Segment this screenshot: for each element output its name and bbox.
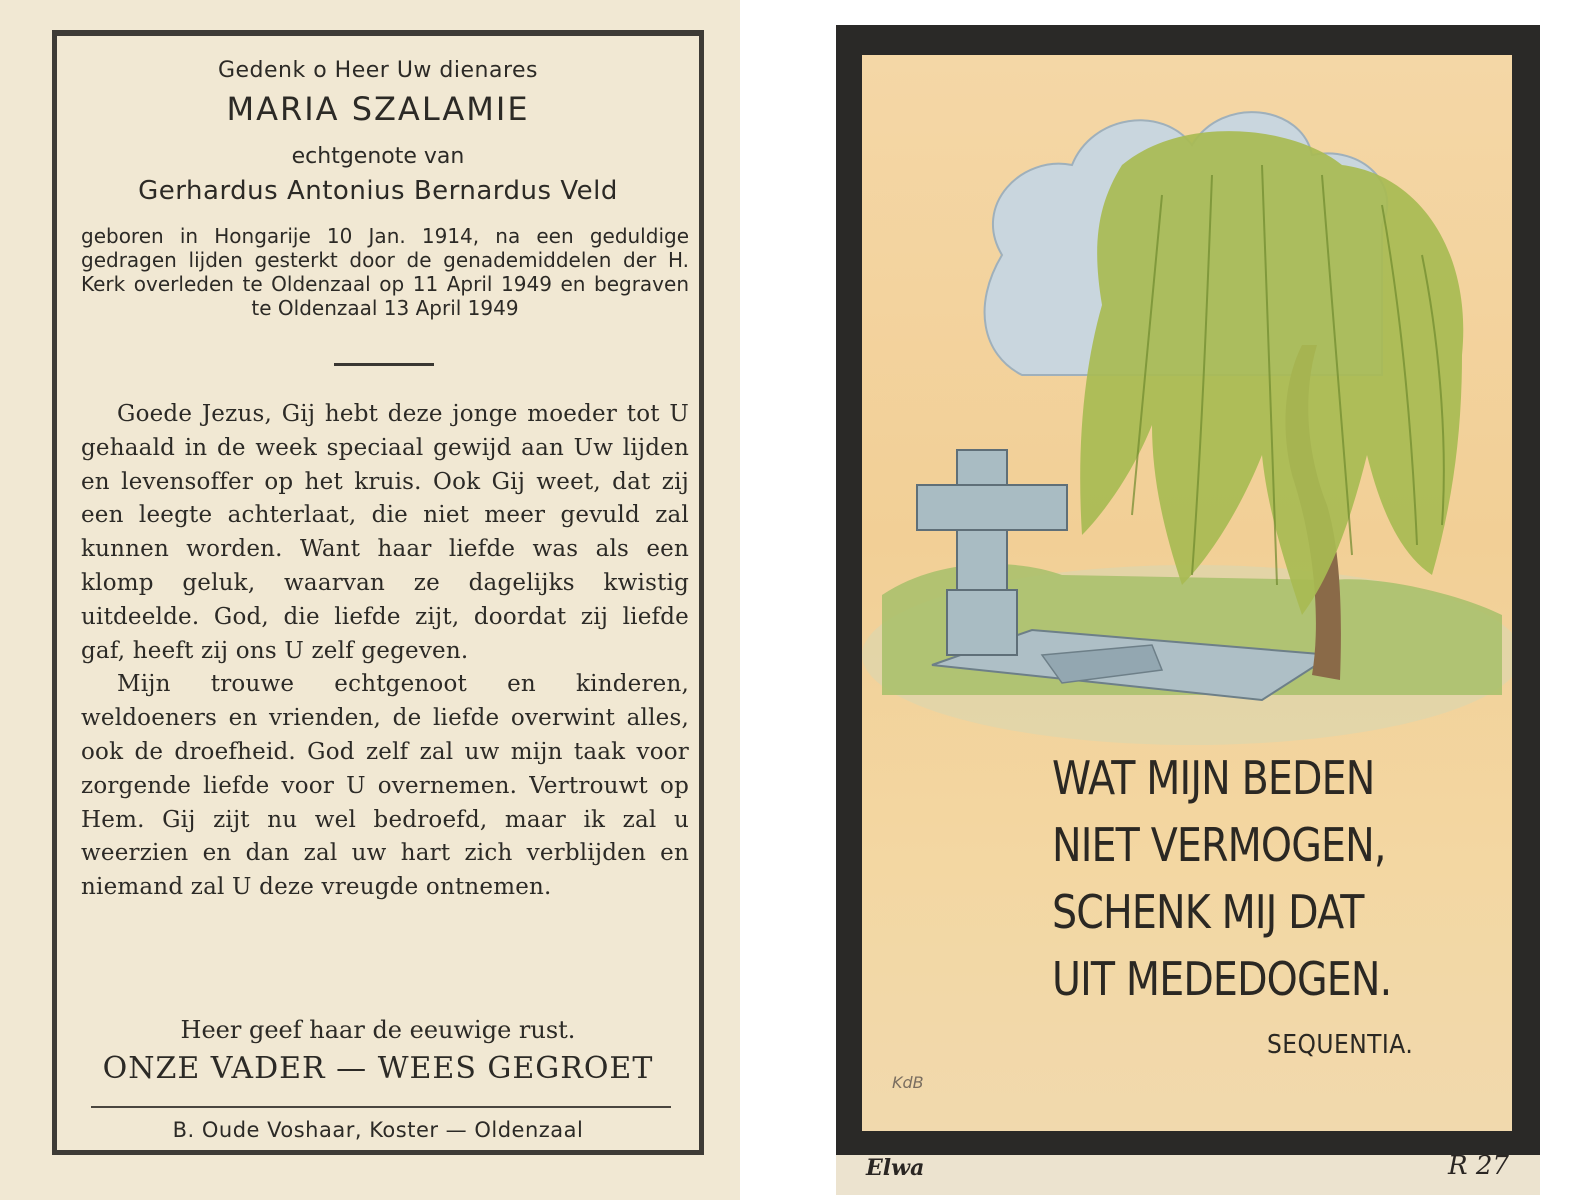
verse-line: SCHENK MIJ DAT	[1052, 885, 1364, 939]
verse-line: WAT MIJN BEDEN	[1052, 751, 1375, 805]
verse-line: UIT MEDEDOGEN.	[1052, 952, 1392, 1006]
verse-line: NIET VERMOGEN,	[1052, 818, 1386, 872]
printer-credit: B. Oude Voshaar, Koster — Oldenzaal	[172, 1118, 584, 1142]
artist-monogram: KdB	[892, 1073, 924, 1092]
intro-line: Gedenk o Heer Uw dienares	[217, 58, 539, 83]
divider	[91, 1106, 671, 1108]
mourning-frame	[52, 30, 704, 1155]
deceased-name: MARIA SZALAMIE	[226, 90, 530, 128]
closing-prayers: ONZE VADER — WEES GEGROET	[102, 1051, 654, 1086]
prayer-paragraph-1: Goede Jezus, Gij hebt deze jonge moeder tot U gehaald in de week speciaal gewijd aan Uw lijden en levensoffer op het kruis. Ook Gij weet, dat zij een leegte achterlaat, die niet meer gevuld zal kunnen worden. Want haar liefde was als een klomp geluk, waarvan ze dagelijks kwistig uitdeelde. God, die liefde zijt, doordat zij liefde gaf, heeft zij ons U zelf gegeven.	[81, 401, 689, 664]
publisher-mark: Elwa	[866, 1155, 925, 1181]
mourning-border	[836, 25, 1540, 1155]
biography: geboren in Hongarije 10 Jan. 1914, na een geduldige gedragen lijden gesterkt door de genademiddelen der H. Kerk overleden te Oldenzaal op 11 April 1949 en begraven te Oldenzaal 13 April 1949	[81, 224, 689, 320]
memorial-card-text-side	[0, 0, 740, 1200]
verse	[1052, 745, 1413, 1013]
spouse-label: echtgenote van	[291, 144, 465, 169]
illustration	[862, 55, 1512, 1131]
series-number: R 27	[1448, 1151, 1509, 1181]
spouse-name: Gerhardus Antonius Bernardus Veld	[138, 176, 618, 206]
memorial-card-image-side	[836, 25, 1540, 1195]
verse-source: SEQUENTIA.	[1267, 1030, 1414, 1060]
prayer-paragraph-2: Mijn trouwe echtgenoot en kinderen, weldoeners en vrienden, de liefde overwint alles, ook de droefheid. God zelf zal uw mijn taak voor zorgende liefde voor U overnemen. Vertrouwt op Hem. Gij zijt nu wel bedroefd, maar ik zal u weerzien en dan zal uw hart zich verblijden en niemand zal U deze vreugde ontnemen.	[81, 671, 689, 901]
divider	[334, 363, 434, 366]
rest-line: Heer geef haar de eeuwige rust.	[180, 1016, 576, 1044]
prayer-text	[81, 398, 689, 905]
